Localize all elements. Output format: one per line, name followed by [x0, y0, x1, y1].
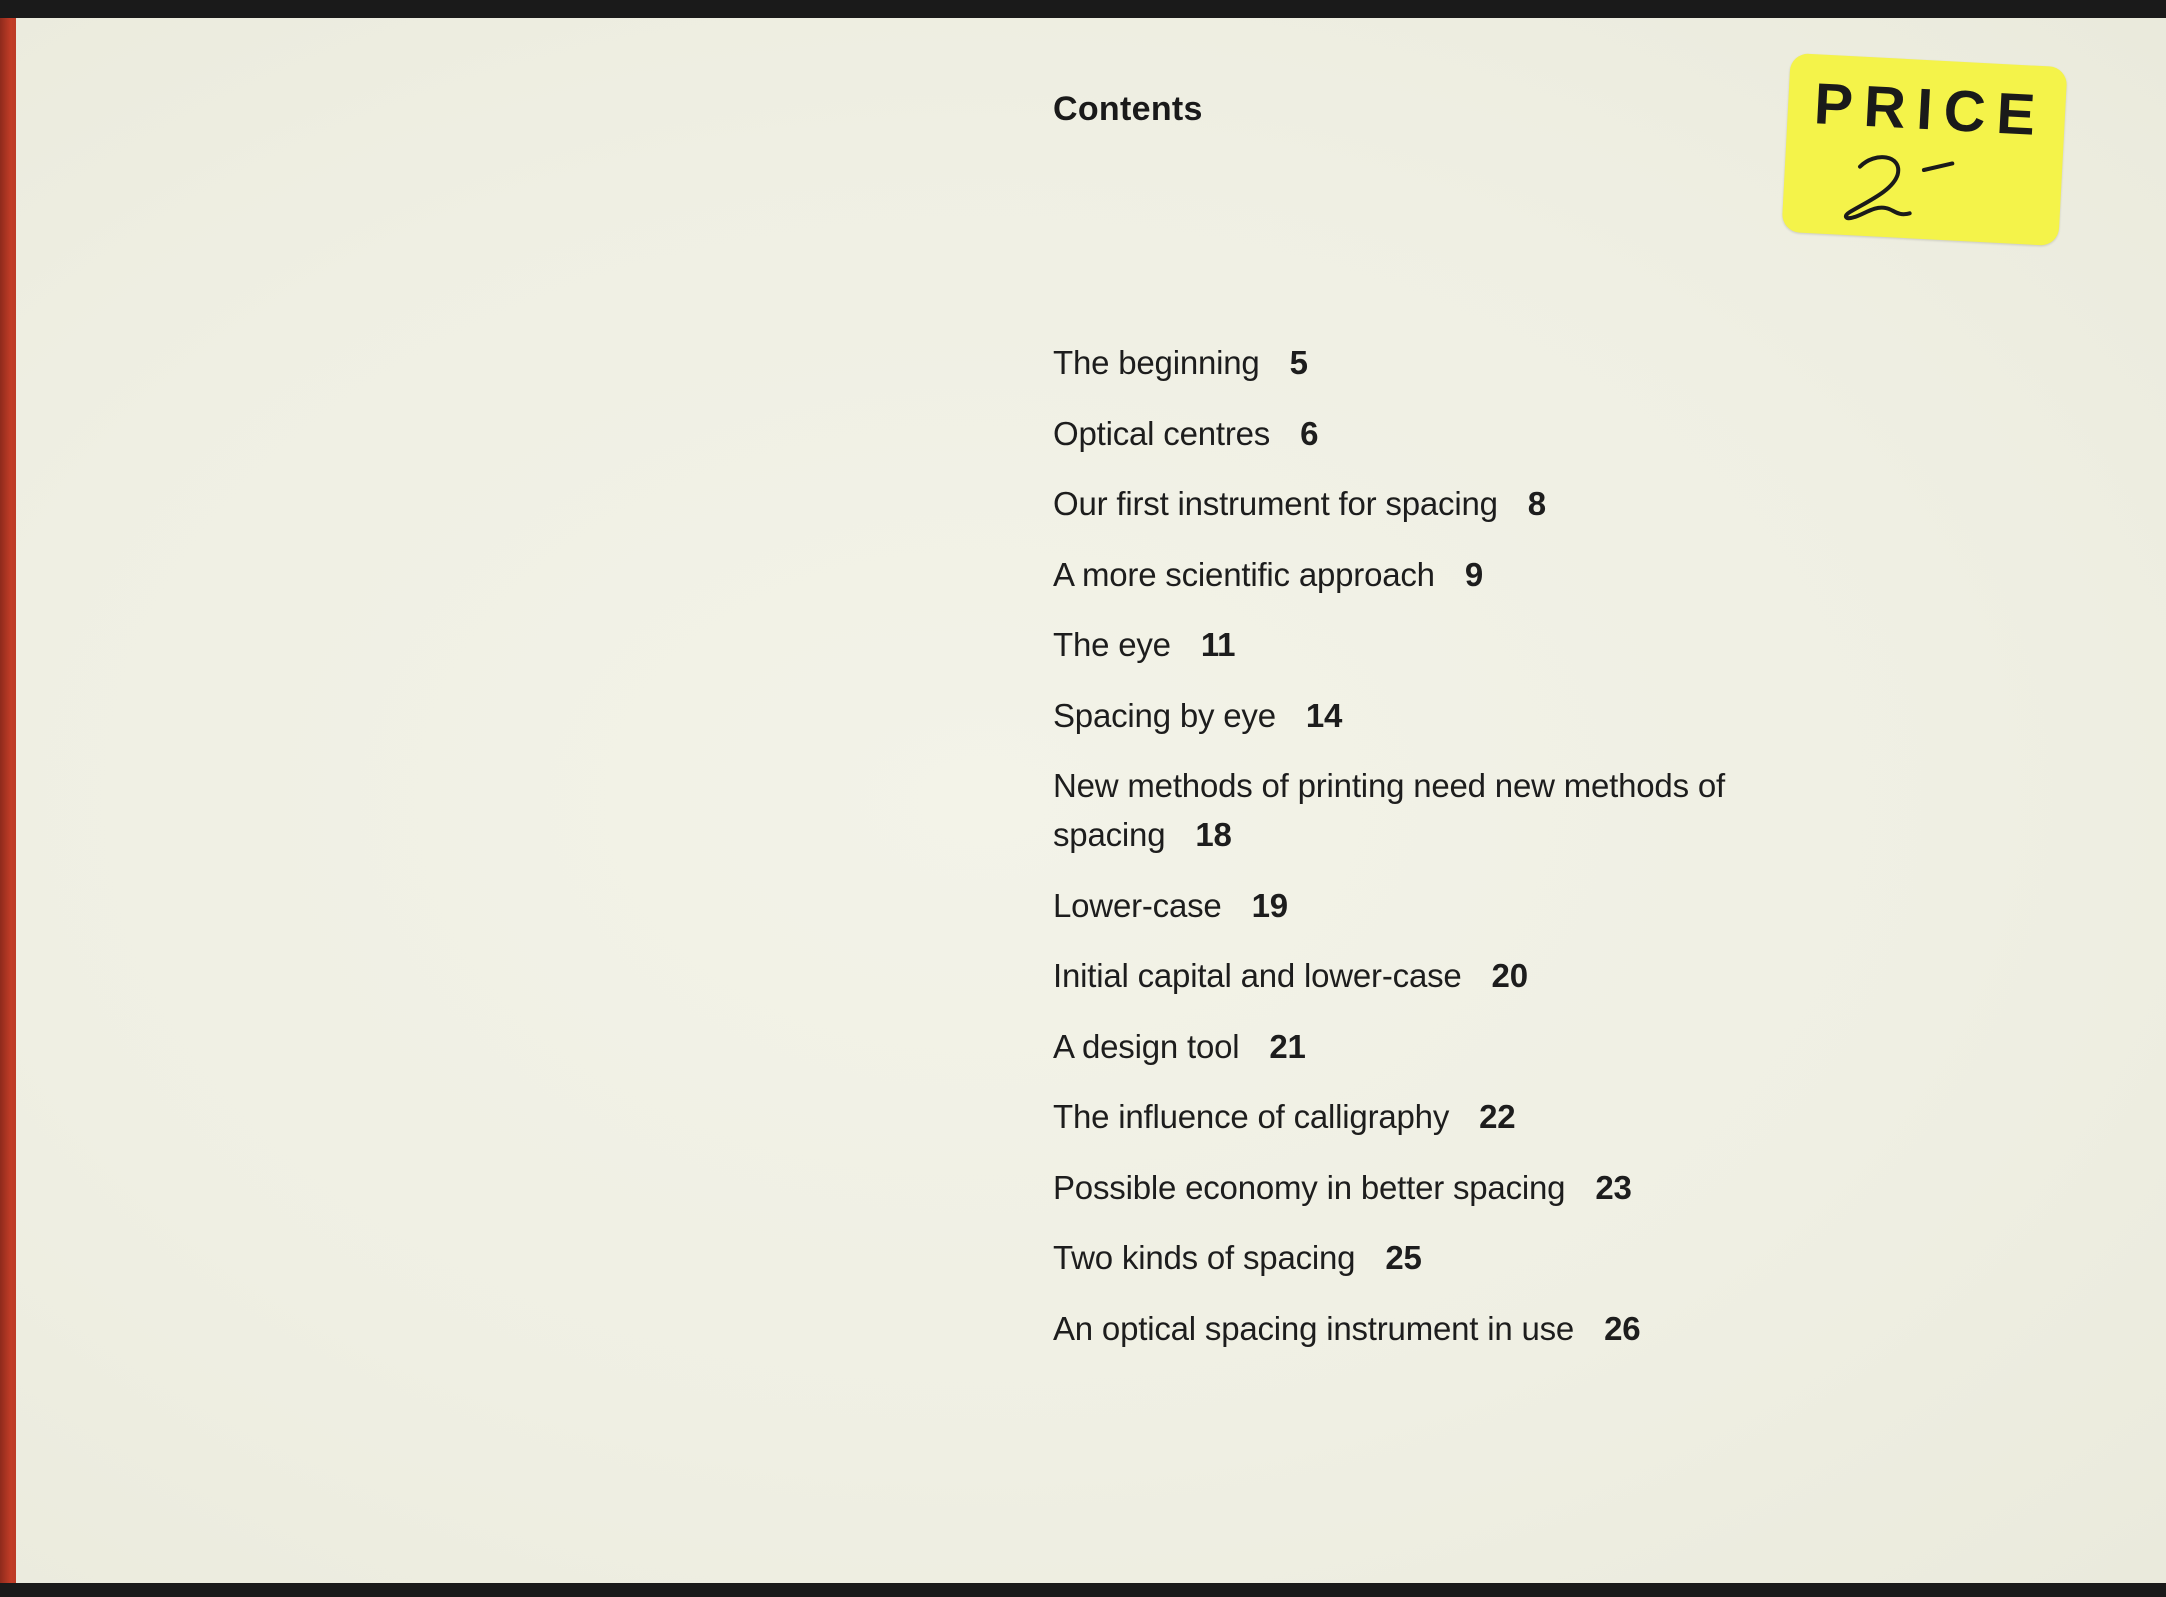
toc-entry-title: Initial capital and lower-case	[1053, 957, 1462, 994]
toc-entry-page: 5	[1289, 344, 1308, 381]
toc-entry-title: A more scientific approach	[1053, 555, 1435, 593]
toc-entry	[1053, 761, 1833, 859]
toc-entry-page: 14	[1305, 696, 1343, 734]
toc-entry	[1053, 1022, 1833, 1071]
toc-entry	[1053, 550, 1833, 599]
toc-entry-page: 9	[1464, 555, 1483, 593]
toc-entry-page: 11	[1200, 626, 1236, 663]
toc-entry-page: 25	[1385, 1239, 1422, 1276]
toc-entry-title: Possible economy in better spacing	[1053, 1168, 1566, 1206]
toc-entry-title: An optical spacing instrument in use	[1053, 1309, 1575, 1347]
toc-entry-title: New methods of printing need new methods of spacing	[1053, 767, 1725, 853]
handwritten-price	[1837, 144, 1991, 232]
toc-entry	[1053, 479, 1833, 528]
toc-entry	[1053, 409, 1833, 458]
toc-entry-title: The eye	[1053, 626, 1171, 663]
toc-entry	[1053, 951, 1833, 1000]
toc-entry-page: 19	[1251, 886, 1288, 924]
toc-entry-title: Two kinds of spacing	[1053, 1239, 1356, 1276]
toc-entry-title: A design tool	[1053, 1027, 1240, 1065]
toc-entry-page: 23	[1595, 1168, 1632, 1206]
toc-entry	[1053, 1092, 1833, 1141]
toc-entry	[1053, 881, 1833, 930]
toc-entry	[1053, 1304, 1833, 1353]
price-label: PRICE	[1812, 71, 2048, 149]
toc-entry-page: 22	[1479, 1098, 1516, 1135]
toc-entry-title: Our first instrument for spacing	[1053, 485, 1498, 522]
table-of-contents	[1053, 338, 1833, 1374]
toc-entry-page: 18	[1195, 816, 1232, 853]
toc-entry	[1053, 1233, 1833, 1282]
toc-entry-title: The beginning	[1053, 344, 1260, 381]
contents-heading: Contents	[1053, 90, 1203, 128]
toc-entry	[1053, 620, 1833, 669]
paper-page	[16, 18, 2166, 1583]
toc-entry	[1053, 338, 1833, 387]
toc-entry-title: Optical centres	[1053, 414, 1271, 452]
toc-entry-page: 20	[1491, 957, 1528, 994]
toc-entry-title: Spacing by eye	[1053, 696, 1276, 734]
toc-entry	[1053, 691, 1833, 740]
toc-entry-page: 8	[1527, 485, 1546, 522]
toc-entry	[1053, 1163, 1833, 1212]
toc-entry-page: 26	[1604, 1309, 1641, 1347]
price-sticker	[1782, 53, 2068, 246]
toc-entry-title: Lower-case	[1053, 886, 1222, 924]
toc-entry-page: 6	[1300, 414, 1319, 452]
toc-entry-title: The influence of calligraphy	[1053, 1098, 1450, 1135]
toc-entry-page: 21	[1269, 1027, 1306, 1065]
